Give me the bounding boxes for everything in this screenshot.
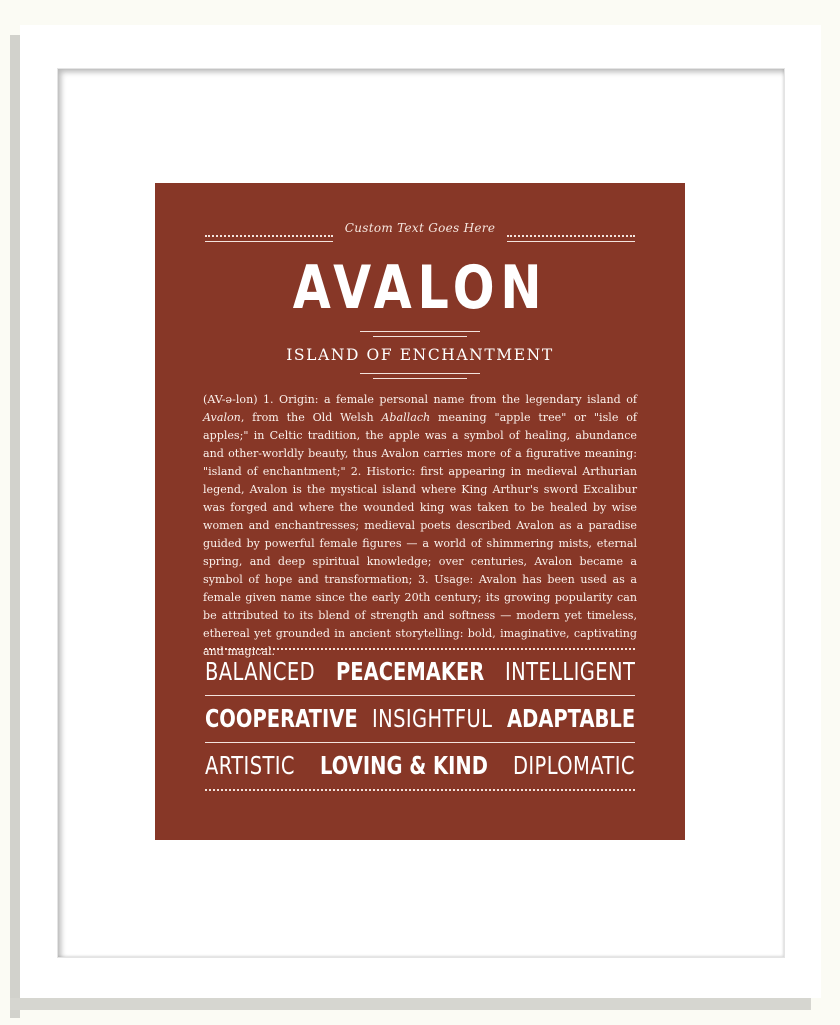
trait-word: LOVING & KIND: [320, 751, 488, 780]
name-title: AVALON: [292, 253, 548, 323]
custom-text: Custom Text Goes Here: [344, 221, 496, 235]
trait-word: COOPERATIVE: [205, 704, 358, 733]
trait-word: DIPLOMATIC: [513, 751, 635, 780]
frame-bottom-edge: [10, 998, 811, 1010]
rule-right: [507, 241, 635, 242]
definition-italic-1: Avalon: [203, 411, 241, 424]
dotted-line-traits-top: [205, 648, 635, 650]
rule-below-meaning-2: [373, 378, 467, 379]
name-meaning: ISLAND OF ENCHANTMENT: [286, 346, 554, 364]
trait-row-2: [205, 704, 635, 738]
definition-italic-2: Aballach: [381, 411, 431, 424]
definition-text-3: meaning "apple tree" or "isle of apples;" in Celtic tradition, the apple was a symbol of healing, abundance and other-worldly beauty, thus Avalon carries more of a figurative meaning: "island of enchantment;" 2. Historic: first appearing in medieval Arthurian legend, Avalon is the mystical island where King Arthur's sword Excalibur was forged and where the wounded king was taken to be healed by wise women and enchantresses; medieval poets described Avalon as a paradise guided by powerful female figures — a world of shimmering mists, eternal spring, and deep spiritual knowledge; over centuries, Avalon became a symbol of hope and transformation; 3. Usage: Avalon has been used as a female given name since the early 20th century; its growing popularity can be attributed to its blend of strength and softness — modern yet timeless, ethereal yet grounded in ancient storytelling: bold, imaginative, captivating and magical.: [203, 411, 637, 658]
dotted-line-left: [205, 235, 333, 237]
trait-word: ARTISTIC: [205, 751, 295, 780]
rule-below-meaning-1: [360, 373, 480, 374]
rule-above-meaning-2: [373, 336, 467, 337]
definition-text-1: (AV-ə-lon) 1. Origin: a female personal name from the legendary island of: [203, 393, 637, 406]
name-print: [155, 183, 685, 840]
rule-above-meaning-1: [360, 331, 480, 332]
custom-text-row: [205, 221, 635, 241]
trait-word: PEACEMAKER: [335, 657, 485, 686]
definition-text-2: , from the Old Welsh: [240, 411, 382, 424]
dotted-line-right: [507, 235, 635, 237]
dotted-line-traits-bottom: [205, 789, 635, 791]
name-definition: [203, 391, 637, 661]
trait-divider-1: [205, 695, 635, 696]
trait-word: INTELLIGENT: [504, 657, 635, 686]
rule-left: [205, 241, 333, 242]
trait-divider-2: [205, 742, 635, 743]
trait-row-3: [205, 751, 635, 785]
frame-left-edge: [10, 35, 20, 1018]
trait-word: INSIGHTFUL: [372, 704, 493, 733]
trait-word: ADAPTABLE: [506, 704, 635, 733]
trait-word: BALANCED: [205, 657, 316, 686]
trait-row-1: [205, 657, 635, 691]
